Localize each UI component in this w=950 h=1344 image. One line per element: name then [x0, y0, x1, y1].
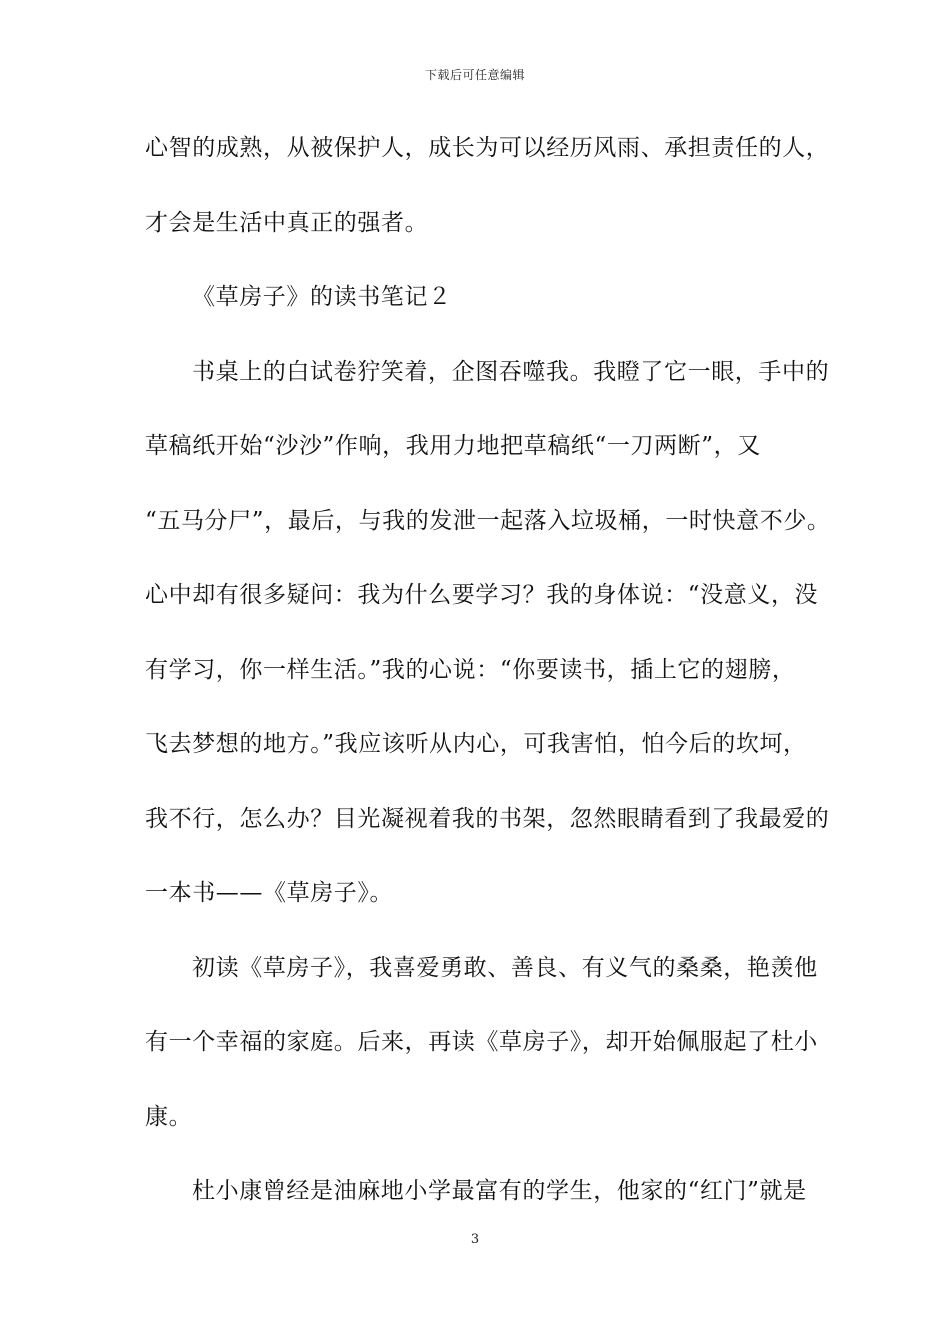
text-line: 书桌上的白试卷狞笑着，企图吞噬我。我瞪了它一眼，手中的: [192, 358, 830, 385]
text-line: 初读《草房子》，我喜爱勇敢、善良、有义气的桑桑，艳羡他: [192, 954, 818, 981]
text-line: “五马分尸”，最后，与我的发泄一起落入垃圾桶，一时快意不少。: [145, 507, 831, 534]
text-line: 心智的成熟，从被保护人，成长为可以经历风雨、承担责任的人，: [145, 135, 830, 161]
section-heading: 《草房子》的读书笔记２: [192, 284, 452, 310]
text-line: 我不行，怎么办？目光凝视着我的书架，忽然眼睛看到了我最爱的: [145, 805, 830, 832]
text-line: 草稿纸开始“沙沙”作响，我用力地把草稿纸“一刀两断”，又: [145, 433, 761, 459]
text-line: 一本书——《草房子》。: [145, 880, 394, 906]
text-line: 有一个幸福的家庭。后来，再读《草房子》，却开始佩服起了杜小: [145, 1029, 818, 1055]
text-line: 心中却有很多疑问：我为什么要学习？我的身体说：“没意义，没: [145, 582, 819, 608]
page-number: 3: [470, 1232, 480, 1247]
text-line: 康。: [145, 1103, 193, 1130]
page-header: 下载后可任意编辑: [424, 68, 525, 82]
text-line: 才会是生活中真正的强者。: [145, 209, 429, 236]
text-line: 杜小康曾经是油麻地小学最富有的学生，他家的“红门”就是: [192, 1178, 807, 1204]
text-line: 有学习，你一样生活。”我的心说：“你要读书，插上它的翅膀，: [145, 656, 796, 683]
text-line: 飞去梦想的地方。”我应该听从内心，可我害怕，怕今后的坎坷，: [145, 731, 807, 757]
body-text: [145, 128, 831, 1246]
